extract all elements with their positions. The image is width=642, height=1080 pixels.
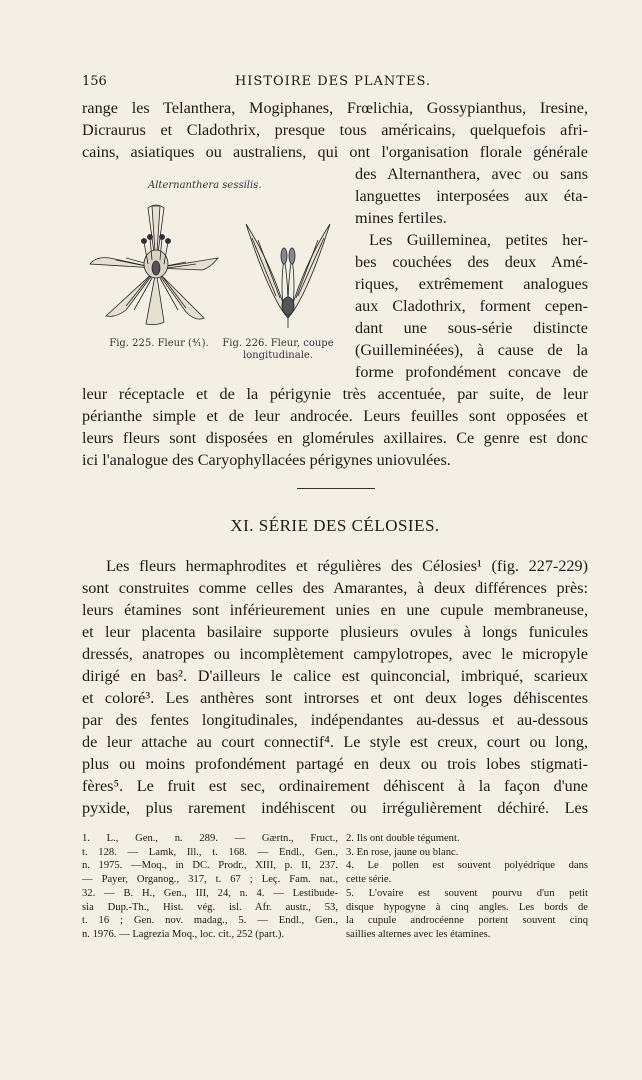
text-line: des Alternanthera, avec ou sans — [355, 165, 588, 183]
text-line: pyxide, plus rarement indéhiscent ou irrégulièrement déchiré. Les — [82, 799, 588, 817]
text-line: dirigé en bas². D'ailleurs le calice est quinconcial, imbriqué, scarieux — [82, 667, 588, 685]
text-line: leur réceptacle et de la périgynie très accentuée, par suite, de leur — [82, 385, 588, 403]
footnote-line: 1. L., Gen., n. 289. — Gærtn., Fruct., — [82, 833, 338, 844]
running-header — [82, 74, 584, 94]
footnotes-right-column — [346, 832, 588, 942]
text-line: et leur placenta basilaire supporte plusieurs ovules à longs funicules — [82, 623, 588, 641]
text-line: et coloré³. Les anthères sont introrses et ont deux loges déhiscentes — [82, 689, 588, 707]
page-number: 156 — [82, 74, 107, 89]
footnote-line: n. 1976. — Lagrezia Moq., loc. cit., 252 (part.). — [82, 928, 285, 940]
running-title: HISTOIRE DES PLANTES. — [234, 74, 432, 89]
text-line: leurs fleurs sont disposées en glomérules axillaires. Ce genre est donc — [82, 429, 588, 447]
text-line: périanthe simple et de leur androcée. Leurs feuilles sont opposées et — [82, 407, 588, 425]
text-line: par des fentes longitudinales, indépendantes au-dessus et au-dessous — [82, 711, 588, 729]
footnote-line: — Payer, Organog., 317, t. 67 ; Leç. Fam. nat., — [82, 874, 338, 886]
footnote-line: saillies alternes avec les étamines. — [346, 928, 491, 940]
figure-226-caption — [218, 338, 338, 362]
text-line: leurs étamines sont inférieurement unies en une cupule membraneuse, — [82, 601, 588, 619]
footnote-line: 32. — B. H., Gen., III, 24, n. 4. — Lestibude- — [82, 887, 338, 899]
footnote-line: 3. En rose, jaune ou blanc. — [346, 846, 459, 858]
footnote-line: disque hypogyne à cinq angles. Les bords de — [346, 901, 588, 913]
flower-section-illustration-fig-226 — [240, 218, 336, 330]
text-line: dressés, anatropes ou incomplètement campylotropes, avec le micropyle — [82, 645, 588, 663]
text-line: forme profondément concave de — [355, 363, 588, 381]
text-line: mines fertiles. — [355, 209, 447, 227]
text-line: de leur attache au court connectif⁴. Le style est creux, court ou long, — [82, 733, 588, 751]
text-line: range les Telanthera, Mogiphanes, Frœlichia, Gossypianthus, Iresine, — [82, 99, 588, 117]
figure-plant-name: Alternanthera sessilis. — [148, 180, 262, 191]
text-line: Dicraurus et Cladothrix, presque tous américains, quelquefois afri- — [82, 121, 588, 139]
footnote-line: 5. L'ovaire est souvent pourvu d'un petit — [346, 887, 588, 899]
footnote-line: cette série. — [346, 874, 392, 886]
text-line: aux Cladothrix, forment cepen- — [355, 297, 588, 315]
text-line: cains, asiatiques ou australiens, qui ont l'organisation florale générale — [82, 143, 588, 161]
text-line: languettes interposées aux éta- — [355, 187, 588, 205]
footnote-line: la cupule androcéenne portent souvent cinq — [346, 915, 588, 927]
flower-illustration-fig-225 — [86, 198, 226, 330]
section-title: XI. SÉRIE DES CÉLOSIES. — [230, 516, 440, 535]
footnote-line: t. 16 ; Gen. nov. madag., 5. — Endl., Gen., — [82, 915, 338, 927]
text-line: sont construites comme celles des Amarantes, à deux différences près: — [82, 579, 588, 597]
text-line: (Guilleminéées), à cause de la — [355, 341, 588, 359]
text-line: plus ou moins profondément partagé en deux ou trois lobes stigmati- — [82, 755, 588, 773]
text-line: Les fleurs hermaphrodites et régulières des Célosies¹ (fig. 227-229) — [106, 557, 588, 575]
footnote-line: 2. Ils ont double tégument. — [346, 833, 460, 844]
footnotes-left-column — [82, 832, 338, 942]
figure-225-caption: Fig. 225. Fleur (⁴⁄₁). — [109, 338, 209, 349]
footnote-line: t. 128. — Lamk, Ill., t. 168. — Endl., Gen., — [82, 846, 338, 858]
text-line: dant une sous-série distincte — [355, 319, 588, 337]
text-line: fères⁵. Le fruit est sec, ordinairement déhiscent à la façon d'une — [82, 777, 588, 795]
figure-226-caption-line1: Fig. 226. Fleur, coupe — [222, 338, 334, 349]
section-divider — [297, 488, 375, 489]
text-line: bes couchées des deux Amé- — [355, 253, 588, 271]
text-line: ici l'analogue des Caryophyllacées périgynes uniovulées. — [82, 451, 451, 469]
footnote-line: 4. Le pollen est souvent polyédrique dans — [346, 860, 588, 872]
figure-226-caption-line2: longitudinale. — [242, 350, 313, 361]
text-line: Les Guilleminea, petites her- — [369, 231, 588, 249]
text-line: riques, extrêmement analogues — [355, 275, 588, 293]
footnote-line: sia Dup.-Th., Hist. vég. isl. Afr. austr., 53, — [82, 901, 338, 913]
footnote-line: n. 1975. —Moq., in DC. Prodr., XIII, p. II, 237. — [82, 860, 338, 872]
